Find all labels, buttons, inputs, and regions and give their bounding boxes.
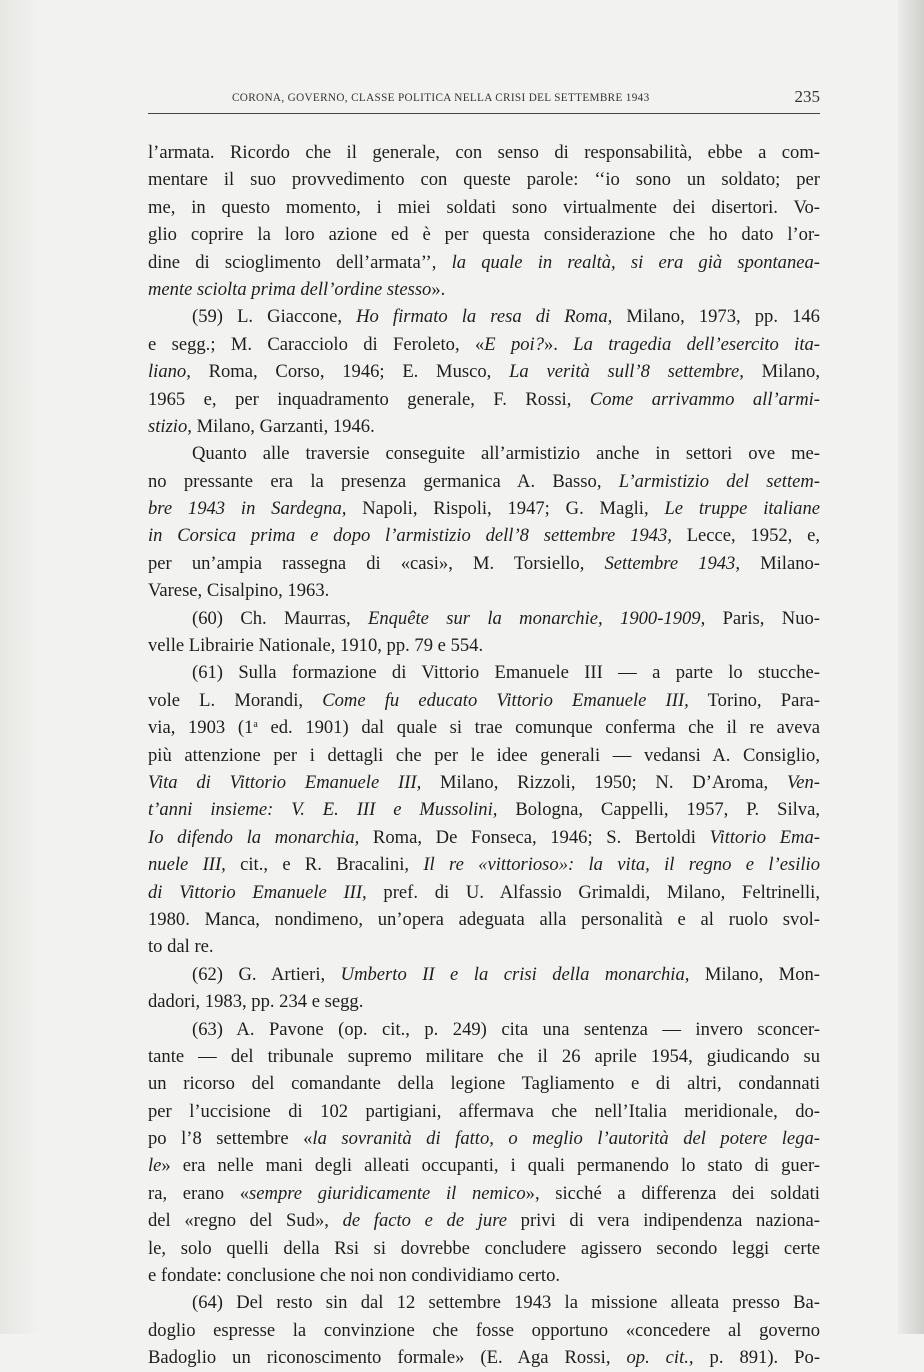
text-segment: per l’uccisione di 102 partigiani, affermava che nell’Italia meridionale, do-	[148, 1100, 820, 1122]
text-segment: (61) Sulla formazione di Vittorio Emanuele III — a parte lo stucche-	[192, 662, 820, 684]
italic-segment: Le truppe italiane	[664, 498, 821, 520]
italic-segment: Settembre 1943,	[604, 552, 741, 574]
running-title: CORONA, GOVERNO, CLASSE POLITICA NELLA CRISI DEL SETTEMBRE 1943	[232, 92, 650, 104]
text-line	[148, 194, 820, 221]
text-line	[148, 1098, 820, 1125]
text-line	[148, 386, 820, 413]
text-line	[148, 714, 820, 741]
italic-segment: La tragedia dell’esercito ita-	[573, 333, 820, 355]
text-line	[148, 577, 820, 604]
text-segment: po l’8 settembre «	[148, 1128, 313, 1150]
text-segment: Milano-	[740, 552, 820, 574]
text-segment: pref. di U. Alfassio Grimaldi, Milano, Feltrinelli,	[366, 881, 820, 903]
text-segment: cit., e R. Bracalini,	[225, 854, 424, 876]
text-segment: glio coprire la loro azione ed è per questa considerazione che ho dato l’or-	[148, 224, 820, 246]
text-line	[148, 550, 820, 577]
text-line	[148, 988, 820, 1015]
text-segment: più attenzione per i dettagli che per le idee generali — vedansi A. Consiglio,	[148, 744, 820, 766]
text-line	[148, 796, 820, 823]
italic-segment: Enquête sur la monarchie, 1900-1909,	[367, 607, 706, 629]
text-segment: Badoglio un riconoscimento formale» (E. Aga Rossi,	[148, 1347, 627, 1369]
italic-segment: Come arrivammo all’armi-	[589, 388, 821, 410]
text-line	[148, 1235, 820, 1262]
text-segment: me, in questo momento, i miei soldati sono virtualmente dei disertori. Vo-	[148, 196, 820, 218]
text-line	[148, 303, 820, 330]
text-line	[148, 687, 820, 714]
text-segment: Lecce, 1952, e,	[671, 525, 820, 547]
text-segment: ».	[544, 333, 574, 355]
text-segment: Milano, 1973, pp. 146	[612, 306, 820, 328]
text-line	[148, 659, 820, 686]
text-line	[148, 906, 820, 933]
text-line	[148, 1289, 820, 1316]
text-line	[148, 495, 820, 522]
text-segment: tante — del tribunale supremo militare che il 26 aprile 1954, giudicando su	[148, 1045, 820, 1067]
italic-segment: in Corsica prima e dopo l’armistizio dell’8 settembre 1943,	[148, 525, 672, 547]
italic-segment: Ho firmato la resa di Roma,	[356, 306, 613, 328]
italic-segment: Vittorio Ema-	[709, 826, 820, 848]
italic-segment: t’anni insieme: V. E. III e Mussolini,	[148, 799, 498, 821]
text-segment: » era nelle mani degli alleati occupanti, i quali permanendo lo stato di guer-	[161, 1155, 820, 1177]
text-line	[148, 276, 820, 303]
italic-segment: liano,	[148, 361, 191, 383]
text-segment: un ricorso del comandante della legione Tagliamento e di altri, condannati	[148, 1073, 820, 1095]
text-line	[148, 879, 820, 906]
italic-segment: bre 1943 in Sardegna,	[148, 498, 347, 520]
text-line	[148, 468, 820, 495]
text-segment: privi di vera indipendenza naziona-	[507, 1210, 820, 1232]
text-segment: le, solo quelli della Rsi si dovrebbe concludere agissero secondo leggi certe	[148, 1237, 820, 1259]
text-line	[148, 1016, 820, 1043]
italic-segment: di Vittorio Emanuele III,	[148, 881, 367, 903]
text-segment: (63) A. Pavone (op. cit., p. 249) cita una sentenza — invero sconcer-	[192, 1018, 820, 1040]
text-segment: Quanto alle traversie conseguite all’armistizio anche in settori ove me-	[192, 443, 820, 465]
text-segment: mentare il suo provvedimento con queste parole: ‘‘io sono un soldato; per	[148, 169, 820, 191]
text-segment: vole L. Morandi,	[148, 689, 323, 711]
italic-segment: la quale in realtà, si era già spontanea-	[451, 251, 820, 273]
text-segment: doglio espresse la convinzione che fosse opportuno «concedere al governo	[148, 1319, 820, 1341]
text-segment: e segg.; M. Caracciolo di Feroleto, «	[148, 333, 485, 355]
italic-segment: op. cit.,	[626, 1347, 694, 1369]
text-line	[148, 1125, 820, 1152]
text-segment: Milano, Garzanti, 1946.	[191, 415, 375, 437]
text-segment: to dal re.	[148, 936, 214, 958]
text-segment: (60) Ch. Maurras,	[192, 607, 368, 629]
text-segment: via, 1903 (1	[148, 717, 254, 739]
text-line	[148, 1262, 820, 1289]
text-line	[148, 249, 820, 276]
text-segment: Milano, Rizzoli, 1950; N. D’Aroma,	[421, 771, 787, 793]
text-line	[148, 632, 820, 659]
text-segment: ra, erano «	[148, 1182, 250, 1204]
text-line	[148, 605, 820, 632]
text-segment: no pressante era la presenza germanica A. Basso,	[148, 470, 619, 492]
footnotes-body	[148, 139, 820, 1372]
italic-segment: de facto e de jure	[342, 1210, 507, 1232]
text-line	[148, 440, 820, 467]
text-line	[148, 824, 820, 851]
text-line	[148, 851, 820, 878]
text-segment: ».	[431, 278, 446, 300]
text-line	[148, 166, 820, 193]
text-line	[148, 742, 820, 769]
text-line	[148, 139, 820, 166]
italic-segment: Io difendo la monarchia,	[148, 826, 360, 848]
text-line	[148, 1152, 820, 1179]
italic-segment: nuele III,	[148, 854, 226, 876]
text-segment: Torino, Para-	[688, 689, 820, 711]
text-line	[148, 1344, 820, 1371]
text-line	[148, 413, 820, 440]
italic-segment: Vita di Vittorio Emanuele III,	[148, 771, 422, 793]
italic-segment: stizio,	[148, 415, 192, 437]
italic-segment: mente sciolta prima dell’ordine stesso	[148, 278, 432, 300]
text-segment: dine di scioglimento dell’armata’’,	[148, 251, 452, 273]
text-line	[148, 769, 820, 796]
text-segment: Bologna, Cappelli, 1957, P. Silva,	[497, 799, 820, 821]
text-line	[148, 331, 820, 358]
italic-segment: La verità sull’8 settembre,	[509, 361, 744, 383]
text-segment: per un’ampia rassegna di «casi», M. Torsiello,	[148, 552, 605, 574]
text-line	[148, 1207, 820, 1234]
text-line	[148, 522, 820, 549]
text-segment: Roma, Corso, 1946; E. Musco,	[190, 361, 510, 383]
header-rule	[148, 113, 820, 114]
text-line	[148, 221, 820, 248]
text-segment: p. 891). Po-	[693, 1347, 821, 1369]
text-segment: 1965 e, per inquadramento generale, F. Rossi,	[148, 388, 590, 410]
page-edge	[898, 0, 924, 1334]
italic-segment: Come fu educato Vittorio Emanuele III,	[322, 689, 689, 711]
superscript: a	[253, 719, 258, 731]
text-segment: e fondate: conclusione che noi non condividiamo certo.	[148, 1265, 561, 1287]
text-line	[148, 1317, 820, 1344]
italic-segment: Umberto II e la crisi della monarchia,	[340, 963, 690, 985]
page-number: 235	[794, 87, 820, 106]
text-segment: velle Librairie Nationale, 1910, pp. 79 e 554.	[148, 635, 484, 657]
text-segment: Paris, Nuo-	[705, 607, 820, 629]
text-line	[148, 961, 820, 988]
text-segment: (62) G. Artieri,	[192, 963, 341, 985]
text-line	[148, 358, 820, 385]
text-segment: 1980. Manca, nondimeno, un’opera adeguata alla personalità e al ruolo svol-	[148, 908, 820, 930]
text-segment: Milano, Mon-	[689, 963, 820, 985]
text-segment: l’armata. Ricordo che il generale, con senso di responsabilità, ebbe a com-	[148, 142, 820, 163]
text-segment: Napoli, Rispoli, 1947; G. Magli,	[346, 498, 665, 520]
text-segment: », sicché a differenza dei soldati	[525, 1182, 820, 1204]
italic-segment: la sovranità di fatto, o meglio l’autorità del potere lega-	[312, 1128, 820, 1150]
text-segment: del «regno del Sud»,	[148, 1210, 343, 1232]
page-shadow	[0, 0, 40, 1334]
text-segment: ed. 1901) dal quale si trae comunque conferma che il re aveva	[257, 717, 820, 739]
text-segment: Roma, De Fonseca, 1946; S. Bertoldi	[359, 826, 710, 848]
text-segment: Varese, Cisalpino, 1963.	[148, 580, 330, 602]
text-segment: (64) Del resto sin dal 12 settembre 1943 la missione alleata presso Ba-	[192, 1292, 820, 1314]
italic-segment: E poi?	[484, 333, 544, 355]
italic-segment: le	[148, 1155, 162, 1177]
italic-segment: sempre giuridicamente il nemico	[249, 1182, 526, 1204]
text-line	[148, 933, 820, 960]
text-line	[148, 1180, 820, 1207]
page-header	[148, 88, 820, 114]
text-line	[148, 1043, 820, 1070]
text-segment: dadori, 1983, pp. 234 e segg.	[148, 991, 364, 1013]
italic-segment: Ven-	[786, 771, 820, 793]
text-segment: (59) L. Giaccone,	[192, 306, 357, 328]
text-line	[148, 1070, 820, 1097]
italic-segment: L’armistizio del settem-	[618, 470, 820, 492]
text-segment: Milano,	[743, 361, 820, 383]
italic-segment: Il re «vittorioso»: la vita, il regno e l’esilio	[423, 854, 820, 876]
